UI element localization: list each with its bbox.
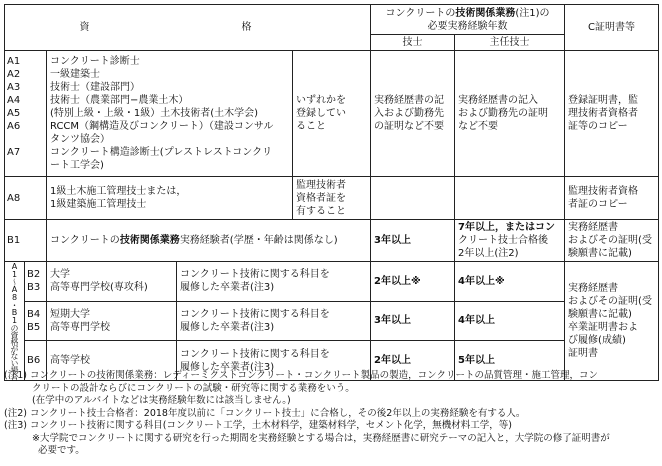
cert-line: 登録証明書，監	[568, 95, 639, 106]
b1-cert	[565, 220, 659, 262]
condition-line: 有すること	[296, 205, 346, 217]
course-line: コンクリート技術に関する科目を	[180, 269, 330, 281]
b1-text-post: 実務経験者(学歴・年齢は関係なし)	[179, 235, 338, 246]
course-line: コンクリート技術に関する科目を	[180, 348, 330, 360]
cert-line: 験願書に記載)	[568, 309, 632, 320]
codes-b4-b5	[25, 301, 47, 341]
cert-line: およびその証明(受	[568, 235, 652, 246]
qualification-header	[5, 5, 371, 51]
cert-line: 実務経歴書	[568, 222, 619, 233]
qualification-header-label: 資 格	[79, 22, 296, 33]
b1-chief	[455, 220, 565, 262]
course-line: 履修した卒業者(注3)	[180, 321, 275, 333]
note-3: (注3) コンクリート技術に関する科目(コンクリート工学，土木材料学，建築材料学，セメント化学，無機材料工学，等)	[4, 420, 513, 431]
chief-line: クリート技士合格後	[458, 235, 549, 246]
course-line: 履修した卒業者(注3)	[180, 361, 275, 373]
cert-line: 証明書	[568, 348, 599, 359]
chief-line: など不要	[458, 121, 499, 132]
b2-b3-engineer: 2年以上※	[371, 262, 455, 302]
chief-line: 7年以上，またはコン	[458, 222, 555, 233]
item-a7-cont: ート工学会)	[50, 160, 104, 171]
condition-line: 監理技術者	[296, 179, 346, 191]
school-line: 大学	[50, 269, 70, 281]
experience-header-bold: 技術関係業務	[455, 7, 516, 19]
code-b5: B5	[27, 321, 41, 333]
cert-line: およびその証明(受	[568, 296, 652, 307]
note-1-cont: クリートの設計ならびにコンクリートの試験・研究等に関する業務をいう。	[32, 382, 355, 394]
code-a8: A8	[5, 177, 47, 220]
b1-description	[47, 220, 371, 262]
row-b2-b3	[5, 262, 659, 302]
engineer-line: 入および勤務先	[374, 108, 445, 119]
chief-line: 実務経歴書の記入	[458, 95, 539, 106]
item-a6-cont: タンツ協会）	[50, 134, 110, 145]
group-a-cert	[565, 51, 659, 177]
cert-line: 実務経歴書	[568, 283, 619, 294]
note-1-aside: (在学中のアルバイトなどは実務経験年数には該当しません。)	[32, 395, 291, 406]
code-a5: A5	[7, 108, 21, 119]
header-row	[5, 5, 659, 35]
b6-chief: 5年以上	[455, 341, 565, 381]
school-line: 高等専門学校(専攻科)	[50, 282, 148, 294]
b4-b5-engineer: 3年以上	[371, 301, 455, 341]
code-a3: A3	[7, 82, 21, 93]
cert-line: 証等のコピー	[568, 121, 628, 132]
cert-line: 験願書に記載)	[568, 248, 632, 259]
code-a6: A6	[7, 121, 21, 132]
code-a2: A2	[7, 69, 21, 80]
schools-b4-b5	[47, 301, 177, 341]
item-a3: 技術士（建設部門）	[50, 82, 140, 93]
condition-line: 資格者証を	[296, 192, 346, 204]
school-line: 高等専門学校	[50, 321, 110, 333]
condition-line: 登録してい	[296, 108, 346, 119]
course-line: 履修した卒業者(注3)	[180, 282, 275, 294]
b1-text-bold: 技術関係業務	[119, 235, 180, 246]
a8-item-line: 1級建築施工管理技士	[50, 199, 147, 210]
school-b6: 高等学校	[47, 341, 177, 381]
cert-b2-b6	[565, 262, 659, 381]
experience-header	[371, 5, 565, 35]
cert-line: 理技術者資格者	[568, 108, 639, 119]
cert-line: び履修(成績)	[568, 335, 626, 346]
codes-b2-b3	[25, 262, 47, 302]
group-a-condition	[293, 51, 371, 177]
engineer-header: 技士	[371, 35, 455, 51]
code-b6: B6	[25, 341, 47, 381]
schools-b2-b3	[47, 262, 177, 302]
group-a-items	[47, 51, 293, 177]
school-line: 短期大学	[50, 308, 90, 320]
code-b2: B2	[27, 269, 41, 281]
code-b1: B1	[5, 220, 47, 262]
row-b1	[5, 220, 659, 262]
a8-chief	[455, 177, 565, 220]
code-spacer	[7, 159, 43, 172]
b1-text-pre: コンクリートの	[50, 235, 120, 246]
no-qualification-side-label: A1〜A8・B1の資格がない場合	[5, 262, 25, 381]
row-a8	[5, 177, 659, 220]
item-a4: 技術士（農業部門−農業土木）	[50, 95, 189, 106]
group-a-chief	[455, 51, 565, 177]
code-b4: B4	[27, 308, 41, 320]
cert-line: 卒業証明書およ	[568, 322, 639, 333]
item-a2: 一級建築士	[50, 69, 100, 80]
experience-header-line2: 必要実務経験年数	[427, 20, 508, 32]
engineer-line: の証明など不要	[374, 121, 445, 132]
a8-engineer	[371, 177, 455, 220]
experience-header-pre: コンクリートの	[385, 7, 456, 19]
condition-line: ること	[296, 121, 326, 132]
course-line: コンクリート技術に関する科目を	[180, 308, 330, 320]
experience-header-post: (注1)の	[515, 7, 550, 19]
code-b3: B3	[27, 282, 41, 294]
a8-cert	[565, 177, 659, 220]
course-b4-b5	[177, 301, 371, 341]
chief-line: 2年以上(注2)	[458, 248, 519, 259]
row-group-a	[5, 51, 659, 177]
condition-line: いずれかを	[296, 95, 346, 106]
group-a-codes	[5, 51, 47, 177]
group-a-engineer	[371, 51, 455, 177]
b2-b3-chief: 4年以上※	[455, 262, 565, 302]
code-a7: A7	[7, 147, 21, 158]
cert-line: 者証のコピー	[568, 199, 628, 210]
cert-line: 監理技術者資格	[568, 186, 639, 197]
note-1: (注1) コンクリートの技術関係業務：レディーミクストコンクリート・コンクリート製品の製造，コンクリートの品質管理・施工管理，コン	[4, 370, 598, 381]
item-a7: コンクリート構造診断士(プレストレストコンクリ	[50, 147, 273, 158]
code-a1: A1	[7, 56, 21, 67]
note-asterisk-cont: 必要です。	[38, 445, 85, 456]
item-a6: RCCM（鋼構造及びコンクリート）（建設コンサル	[50, 121, 274, 132]
engineer-line: 実務経歴書の記	[374, 95, 445, 106]
requirements-table	[4, 4, 659, 381]
b4-b5-chief: 4年以上	[455, 301, 565, 341]
course-b2-b3	[177, 262, 371, 302]
footnotes	[4, 370, 658, 458]
note-asterisk: ※大学院でコンクリートに関する研究を行った期間を実務経験とする場合は，実務経歴書に研究テーマの記入と，大学院の修了証明書が	[32, 432, 610, 444]
item-a5: (特別上級・上級・1級）土木技術者(土木学会)	[50, 108, 259, 119]
a8-items	[47, 177, 293, 220]
b1-engineer: 3年以上	[371, 220, 455, 262]
row-b4-b5	[5, 301, 659, 341]
cert-header: C証明書等	[565, 5, 659, 51]
note-2: (注2) コンクリート技士合格者：2018年度以前に「コンクリート技士」に合格し，その後2年以上の実務経験を有する人。	[4, 407, 526, 419]
b6-engineer: 2年以上	[371, 341, 455, 381]
item-a1: コンクリート診断士	[50, 56, 140, 67]
chief-line: および勤務先の証明	[458, 108, 549, 119]
a8-item-line: 1級土木施工管理技士または，	[50, 186, 187, 197]
code-a4: A4	[7, 95, 21, 106]
code-spacer	[7, 133, 43, 146]
chief-header: 主任技士	[455, 35, 565, 51]
a8-condition	[293, 177, 371, 220]
